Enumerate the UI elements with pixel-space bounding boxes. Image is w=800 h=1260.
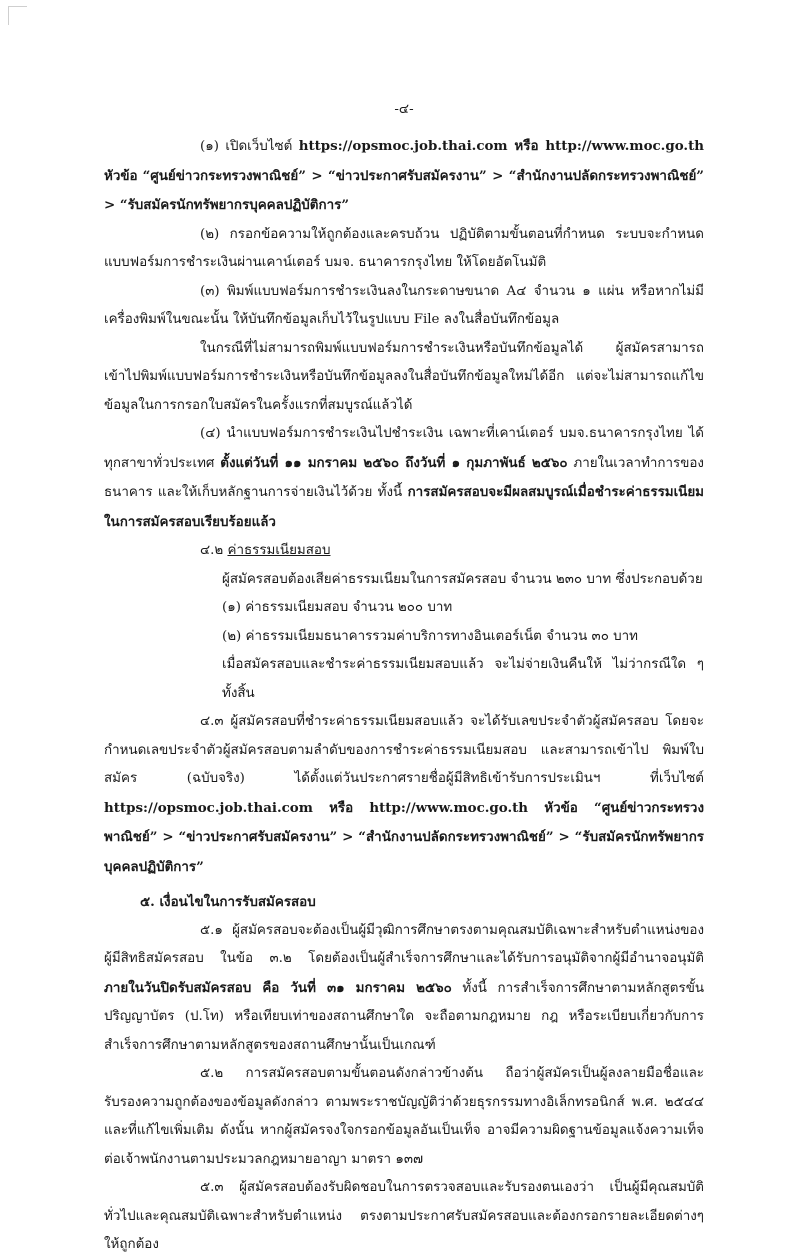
fee-line-2: (๒) ค่าธรรมเนียมธนาคารรวมค่าบริการทางอินเตอร์เน็ต จำนวน ๓๐ บาท bbox=[222, 628, 638, 644]
step-4-paragraph bbox=[104, 420, 704, 537]
fee-heading bbox=[104, 537, 704, 566]
step-4-text-a: (๔) นำแบบฟอร์มการชำระเงินไปชำระเงิน เฉพาะที่เคาน์เตอร์ บมจ.ธนาคารกรุงไทย ได้ทุกสาขาทั่วประเทศ bbox=[104, 426, 704, 471]
topic-label-2: หัวข้อ bbox=[528, 799, 595, 816]
item-5-2-paragraph: ๕.๒ การสมัครสอบตามขั้นตอนดังกล่าวข้างต้น ถือว่าผู้สมัครเป็นผู้ลงลายมือชื่อและรับรองความถูกต้องของข้อมูลดังกล่าว ตามพระราชบัญญัติว่าด้วยธุรกรรมทางอิเล็กทรอนิกส์ พ.ศ. ๒๕๔๔ และที่แก้ไขเพิ่มเติม ดังนั้น หากผู้สมัครจงใจกรอกข้อมูลอันเป็นเท็จ อาจมีความผิดฐานข้อมูลแจ้งความเท็จต่อเจ้าพนักงานตามประมวลกฎหมายอาญา มาตรา ๑๓๗ bbox=[104, 1066, 704, 1167]
section-5-title: ๕. เงื่อนไขในการรับสมัครสอบ bbox=[140, 894, 316, 910]
fee-title: ค่าธรรมเนียมสอบ bbox=[227, 543, 331, 558]
application-deadline: ภายในวันปิดรับสมัครสอบ คือ วันที่ ๓๑ มกราคม ๒๕๖๐ bbox=[104, 979, 452, 996]
navigation-path: “ศูนย์ข่าวกระทรวงพาณิชย์” > “ข่าวประกาศรับสมัครงาน” > “สำนักงานปลัดกระทรวงพาณิชย์” > “รับสมัครนักทรัพยากรบุคคลปฏิบัติการ” bbox=[104, 167, 704, 213]
topic-label: หัวข้อ bbox=[104, 167, 138, 184]
item-5-1-text-c: ทั้งนี้ การสำเร็จการศึกษาตามหลักสูตรขั้นปริญญาบัตร (ป.โท) หรือเทียบเท่าของสถานศึกษาใด จะถือตามกฎหมาย กฎ หรือระเบียบเกี่ยวกับการสำเร็จการศึกษาตามหลักสูตรของสถานศึกษานั้นเป็นเกณฑ์ bbox=[104, 980, 704, 1053]
step-2-paragraph: (๒) กรอกข้อความให้ถูกต้องและครบถ้วน ปฏิบัติตามขั้นตอนที่กำหนด ระบบจะกำหนดแบบฟอร์มการชำระเงินผ่านเคาน์เตอร์ บมจ. ธนาคารกรุงไทย ให้โดยอัตโนมัติ bbox=[104, 226, 704, 270]
page-number: -๔- bbox=[394, 102, 414, 117]
item-4-3-text: ๔.๓ ผู้สมัครสอบที่ชำระค่าธรรมเนียมสอบแล้ว จะได้รับเลขประจำตัวผู้สมัครสอบ โดยจะกำหนดเลขประจำตัวผู้สมัครสอบตามลำดับของการชำระค่าธรรมเนียมสอบ และสามารถเข้าไป พิมพ์ใบสมัคร (ฉบับจริง) ได้ตั้งแต่วันประกาศรายชื่อผู้มีสิทธิเข้ารับการประเมินฯ ที่เว็บไซต์ bbox=[104, 714, 704, 786]
step-4-text-c: ภายในเวลาทำการของธนาคาร และให้เก็บหลักฐานการจ่ายเงินไว้ด้วย ทั้งนี้ bbox=[104, 455, 704, 500]
scan-corner-mark bbox=[8, 6, 27, 25]
step-3-note-paragraph: ในกรณีที่ไม่สามารถพิมพ์แบบฟอร์มการชำระเงินหรือบันทึกข้อมูลได้ ผู้สมัครสามารถเข้าไปพิมพ์แบบฟอร์มการชำระเงินหรือบันทึกข้อมูลลงในสื่อบันทึกข้อมูลใหม่ได้อีก แต่จะไม่สามารถแก้ไขข้อมูลในการกรอกใบสมัครในครั้งแรกที่สมบูรณ์แล้วได้ bbox=[104, 340, 704, 413]
item-5-3-paragraph: ๕.๓ ผู้สมัครสอบต้องรับผิดชอบในการตรวจสอบและรับรองตนเองว่า เป็นผู้มีคุณสมบัติทั่วไปและคุณสมบัติเฉพาะสำหรับตำแหน่ง ตรงตามประกาศรับสมัครสอบและต้องกรอกรายละเอียดต่างๆ ให้ถูกต้อง bbox=[104, 1180, 704, 1252]
step-1-paragraph bbox=[104, 132, 704, 221]
item-4-3-paragraph bbox=[104, 708, 704, 882]
payment-complete-note: การสมัครสอบจะมีผลสมบูรณ์เมื่อชำระค่าธรรมเนียมในการสมัครสอบเรียบร้อยแล้ว bbox=[104, 484, 704, 530]
item-5-1-paragraph bbox=[104, 917, 704, 1061]
website-link-moc[interactable]: http://www.moc.go.th bbox=[545, 138, 704, 154]
or-text: หรือ bbox=[507, 138, 546, 154]
website-link-opsmoc-2[interactable]: https://opsmoc.job.thai.com bbox=[104, 799, 313, 816]
payment-period: ตั้งแต่วันที่ ๑๑ มกราคม ๒๕๖๐ ถึงวันที่ ๑ กุมภาพันธ์ ๒๕๖๐ bbox=[220, 454, 568, 471]
fee-no-refund-note: เมื่อสมัครสอบและชำระค่าธรรมเนียมสอบแล้ว จะไม่จ่ายเงินคืนให้ ไม่ว่ากรณีใด ๆ ทั้งสิ้น bbox=[222, 657, 704, 701]
item-5-1-text-a: ๕.๑ ผู้สมัครสอบจะต้องเป็นผู้มีวุฒิการศึกษาตรงตามคุณสมบัติเฉพาะสำหรับตำแหน่งของผู้มีสิทธิสมัครสอบ ในข้อ ๓.๒ โดยต้องเป็นผู้สำเร็จการศึกษาและได้รับการอนุมัติจากผู้มีอำนาจอนุมัติ bbox=[104, 922, 704, 966]
website-link-moc-2[interactable]: http://www.moc.go.th bbox=[369, 799, 529, 816]
or-text-2: หรือ bbox=[312, 799, 370, 816]
fee-number: ๔.๒ bbox=[200, 543, 228, 558]
fee-line-1: (๑) ค่าธรรมเนียมสอบ จำนวน ๒๐๐ บาท bbox=[222, 600, 453, 615]
step-3-paragraph: (๓) พิมพ์แบบฟอร์มการชำระเงินลงในกระดาษขนาด A๔ จำนวน ๑ แผ่น หรือหากไม่มีเครื่องพิมพ์ในขณะนั้น ให้บันทึกข้อมูลเก็บไว้ในรูปแบบ File ลงในสื่อบันทึกข้อมูล bbox=[104, 283, 704, 327]
website-link-opsmoc[interactable]: https://opsmoc.job.thai.com bbox=[298, 138, 508, 154]
step-1-text: (๑) เปิดเว็บไซต์ bbox=[200, 139, 299, 154]
fee-description: ผู้สมัครสอบต้องเสียค่าธรรมเนียมในการสมัครสอบ จำนวน ๒๓๐ บาท ซึ่งประกอบด้วย bbox=[222, 571, 703, 587]
navigation-path-2: “ศูนย์ข่าวกระทรวงพาณิชย์” > “ข่าวประกาศรับสมัครงาน” > “สำนักงานปลัดกระทรวงพาณิชย์” > “รับสมัครนักทรัพยากรบุคคลปฏิบัติการ” bbox=[104, 799, 704, 875]
